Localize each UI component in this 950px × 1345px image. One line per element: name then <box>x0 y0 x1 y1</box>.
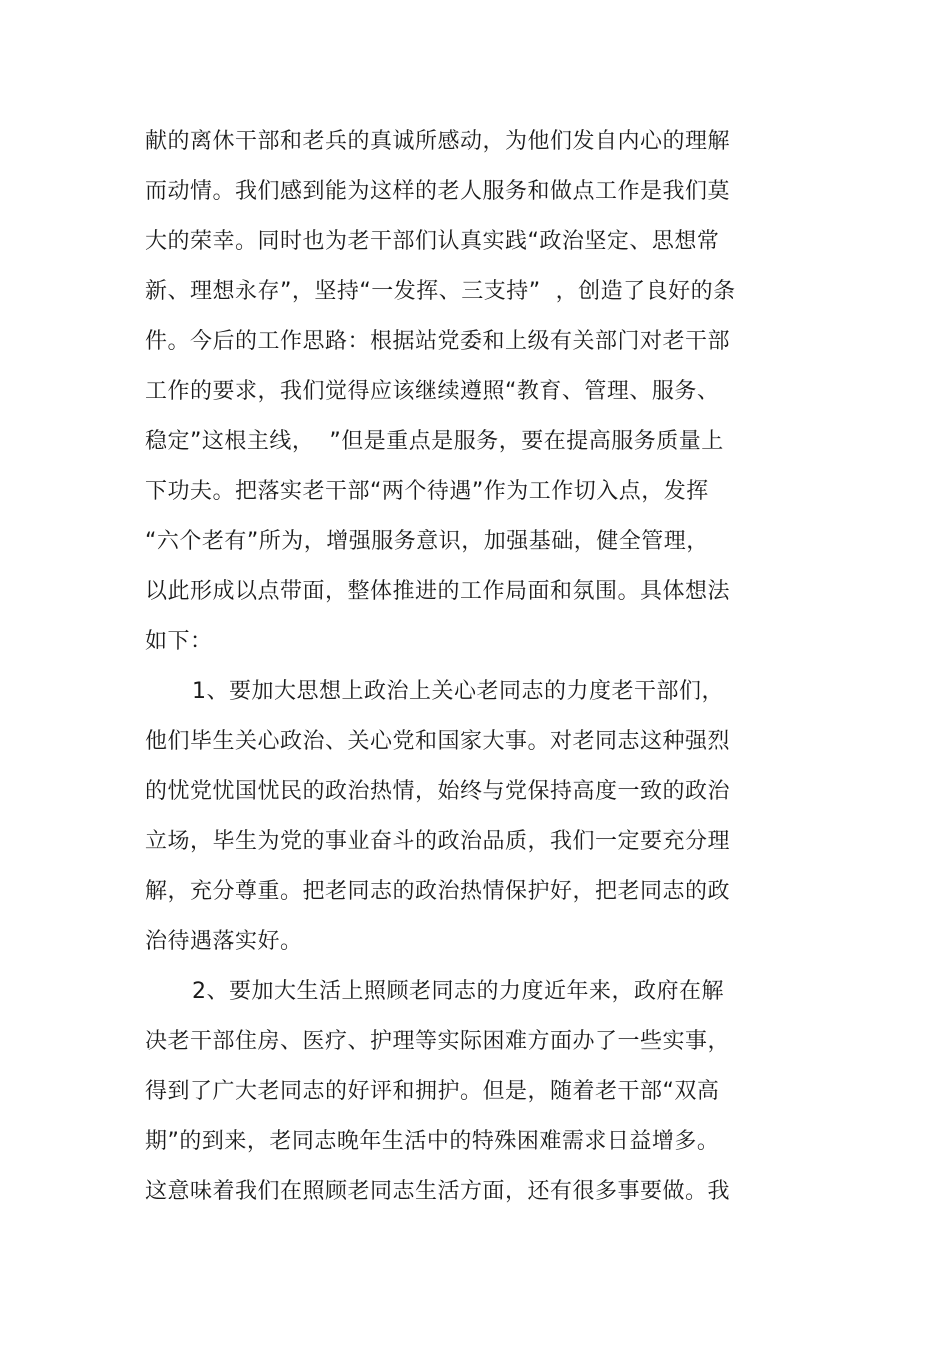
text-line: 以此形成以点带面，整体推进的工作局面和氛围。具体想法 <box>145 579 731 604</box>
text-line: 治待遇落实好。 <box>145 929 303 954</box>
text-line: 而动情。我们感到能为这样的老人服务和做点工作是我们莫 <box>145 179 731 204</box>
text-line: 大的荣幸。同时也为老干部们认真实践“政治坚定、思想常 <box>145 229 720 254</box>
text-line: 决老干部住房、医疗、护理等实际困难方面办了一些实事， <box>145 1029 731 1054</box>
paragraph-start-line: 2、要加大生活上照顾老同志的力度近年来，政府在解 <box>192 979 724 1004</box>
text-line: 这意味着我们在照顾老同志生活方面，还有很多事要做。我 <box>145 1179 731 1204</box>
text-line: “六个老有”所为，增强服务意识，加强基础，健全管理， <box>145 529 709 554</box>
text-line: 期”的到来，老同志晚年生活中的特殊困难需求日益增多。 <box>145 1129 720 1154</box>
text-line: 下功夫。把落实老干部“两个待遇”作为工作切入点，发挥 <box>145 479 709 504</box>
text-line: 立场，毕生为党的事业奋斗的政治品质，我们一定要充分理 <box>145 829 731 854</box>
text-line: 新、理想永存”，坚持“一发挥、三支持” ，创造了良好的条 <box>145 279 736 304</box>
text-line: 如下： <box>145 629 213 654</box>
text-line: 的忧党忧国忧民的政治热情，始终与党保持高度一致的政治 <box>145 779 731 804</box>
text-line: 他们毕生关心政治、关心党和国家大事。对老同志这种强烈 <box>145 729 731 754</box>
text-line: 稳定”这根主线， ”但是重点是服务，要在提高服务质量上 <box>145 429 724 454</box>
text-line: 解，充分尊重。把老同志的政治热情保护好，把老同志的政 <box>145 879 731 904</box>
text-line: 得到了广大老同志的好评和拥护。但是，随着老干部“双高 <box>145 1079 720 1104</box>
text-line: 件。今后的工作思路：根据站党委和上级有关部门对老干部 <box>145 329 731 354</box>
paragraph-start-line: 1、要加大思想上政治上关心老同志的力度老干部们， <box>192 679 724 704</box>
text-line: 工作的要求，我们觉得应该继续遵照“教育、管理、服务、 <box>145 379 720 404</box>
text-line: 献的离休干部和老兵的真诚所感动，为他们发自内心的理解 <box>145 129 731 154</box>
